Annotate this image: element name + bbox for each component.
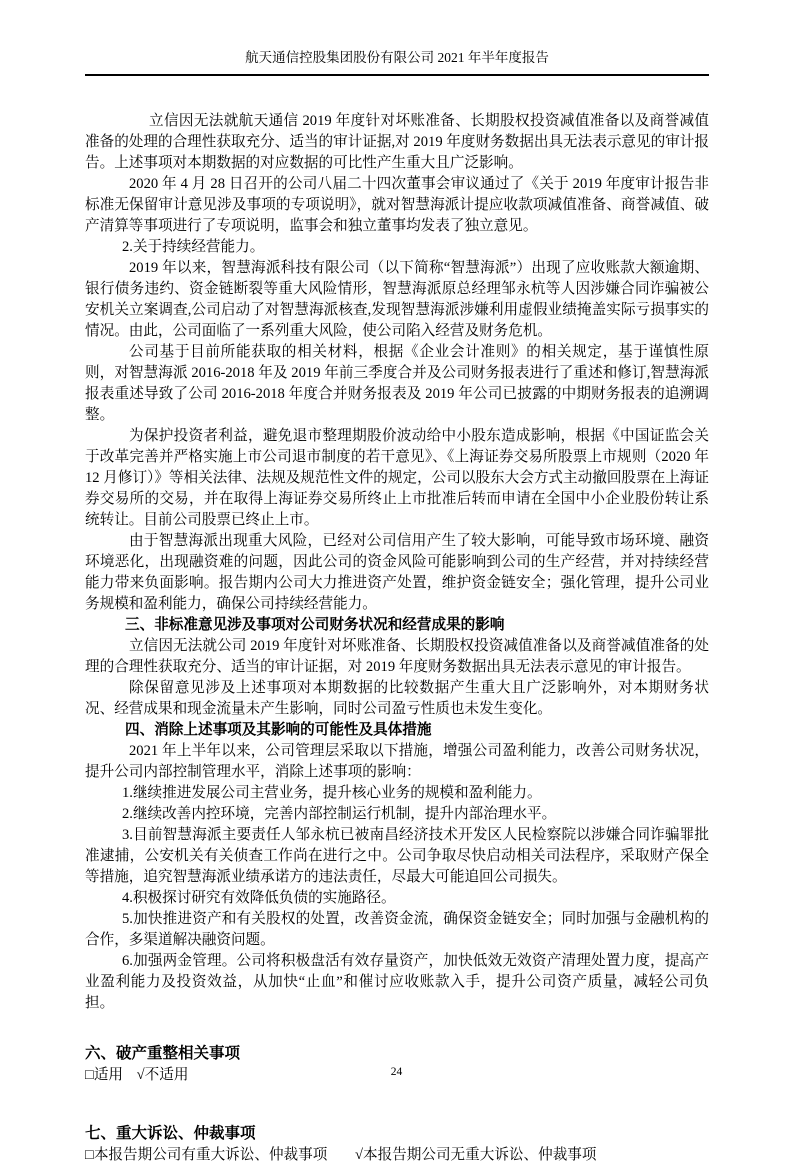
paragraph: 2020 年 4 月 28 日召开的公司八届二十四次董事会审议通过了《关于 2019 年度审计报告非标准无保留审计意见涉及事项的专项说明》，就对智慧海派计提应收款项减值准备、商誉减值、破产清算等事项进行了专项说明，监事会和独立董事均发表了独立意见。 xyxy=(85,176,709,234)
paragraph: 由于智慧海派出现重大风险，已经对公司信用产生了较大影响，可能导致市场环境、融资环境恶化，出现融资难的问题，因此公司的资金风险可能影响到公司的生产经营，并对持续经营能力带来负面影响。报告期内公司大力推进资产处置，维护资金链安全；强化管理，提升公司业务规模和盈利能力，确保公司持续经营能力。 xyxy=(85,533,709,612)
paragraph: 立信因无法就公司 2019 年度针对坏账准备、长期股权投资减值准备以及商誉减值准备的处理的合理性获取充分、适当的审计证据，对 2019 年度财务数据出具无法表示意见的审计报告。 xyxy=(85,638,709,675)
list-item: 3.目前智慧海派主要责任人邹永杭已被南昌经济技术开发区人民检察院以涉嫌合同诈骗罪批准逮捕，公安机关有关侦查工作尚在进行之中。公司争取尽快启动相关司法程序，采取财产保全等措施，追究智慧海派业绩承诺方的违法责任，尽最大可能追回公司损失。 xyxy=(85,827,709,885)
section-title-litigation: 七、重大诉讼、仲裁事项 xyxy=(85,1125,256,1142)
list-item: 2.继续改善内控环境，完善内部控制运行机制，提升内部治理水平。 xyxy=(122,806,557,822)
document-body xyxy=(85,111,709,1166)
checkbox-option-applicable: □适用 xyxy=(85,1067,124,1083)
page-number: 24 xyxy=(390,1066,403,1078)
paragraph: 公司基于目前所能获取的相关材料，根据《企业会计准则》的相关规定，基于谨慎性原则，对智慧海派 2016-2018 年及 2019 年前三季度合并及公司财务报表进行了重述和修订,智慧海派报表重述导致了公司 2016-2018 年度合并财务报表及 2019 年公司已披露的中期财务报表的追溯调整。 xyxy=(85,344,709,423)
paragraph: 2021 年上半年以来，公司管理层采取以下措施，增强公司盈利能力，改善公司财务状况，提升公司内部控制管理水平，消除上述事项的影响： xyxy=(85,743,709,780)
section-heading-three: 三、非标准意见涉及事项对公司财务状况和经营成果的影响 xyxy=(125,617,505,633)
list-item: 6.加强两金管理。公司将积极盘活有效存量资产，加快低效无效资产清理处置力度，提高产业盈利能力及投资效益，从加快“止血”和催讨应收账款入手，提升公司资产质量，减轻公司负担。 xyxy=(85,953,709,1011)
paragraph: 为保护投资者利益，避免退市整理期股价波动给中小股东造成影响，根据《中国证监会关于改革完善并严格实施上市公司退市制度的若干意见》、《上海证券交易所股票上市规则（2020 年 12 月修订）》等相关法律、法规及规范性文件的规定，公司以股东大会方式主动撤回股票在上海证券交易所的交易，并在取得上海证券交易所终止上市批准后转而申请在全国中小企业股份转让系统转让。目前公司股票已终止上市。 xyxy=(85,428,709,528)
list-item: 5.加快推进资产和有关股权的处置，改善资金流，确保资金链安全；同时加强与金融机构的合作，多渠道解决融资问题。 xyxy=(85,911,709,948)
checkbox-option-has-litigation: □本报告期公司有重大诉讼、仲裁事项 xyxy=(85,1147,328,1163)
checkbox-option-not-applicable: √不适用 xyxy=(136,1067,189,1083)
list-item: 4.积极探讨研究有效降低负债的实施路径。 xyxy=(122,890,396,906)
paragraph: 除保留意见涉及上述事项对本期数据的比较数据产生重大且广泛影响外，对本期财务状况、经营成果和现金流量未产生影响，同时公司盈亏性质也未发生变化。 xyxy=(85,680,709,717)
report-header-title: 航天通信控股集团股份有限公司 2021 年半年度报告 xyxy=(245,50,549,65)
paragraph: 2019 年以来，智慧海派科技有限公司（以下简称“智慧海派”）出现了应收账款大额逾期、银行债务违约、资金链断裂等重大风险情形，智慧海派原总经理邹永杭等人因涉嫌合同诈骗被公安机关立案调查,公司启动了对智慧海派核查,发现智慧海派涉嫌利用虚假业绩掩盖实际亏损事实的情况。由此，公司面临了一系列重大风险，使公司陷入经营及财务危机。 xyxy=(85,260,709,339)
paragraph: 立信因无法就航天通信 2019 年度针对坏账准备、长期股权投资减值准备以及商誉减值准备的处理的合理性获取充分、适当的审计证据,对 2019 年度财务数据出具无法表示意见的审计报告。上述事项对本期数据的对应数据的可比性产生重大且广泛影响。 xyxy=(85,113,709,171)
section-heading-four: 四、消除上述事项及其影响的可能性及具体措施 xyxy=(125,722,432,738)
section-title-bankruptcy: 六、破产重整相关事项 xyxy=(85,1045,241,1062)
list-item: 1.继续推进发展公司主营业务，提升核心业务的规模和盈利能力。 xyxy=(122,785,542,801)
litigation-checkbox-line xyxy=(85,1145,709,1166)
checkbox-option-no-litigation: √本报告期公司无重大诉讼、仲裁事项 xyxy=(354,1147,597,1163)
list-item: 2.关于持续经营能力。 xyxy=(122,239,265,255)
page-header xyxy=(85,50,709,76)
